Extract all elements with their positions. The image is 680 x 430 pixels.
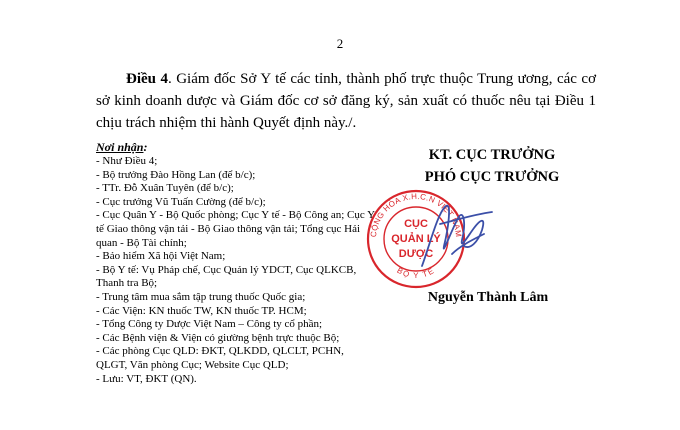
svg-text:BỘ Y TẾ xyxy=(395,265,436,280)
recipient-item: - Bộ Y tế: Vụ Pháp chế, Cục Quản lý YDCT, Cục QLKCB, Thanh tra Bộ; xyxy=(96,263,357,290)
recipient-item: - Cục Quân Y - Bộ Quốc phòng; Cục Y tế - Bộ Công an; Cục Y tế Giao thông vận tải - Bộ Giao thông vận tải; Tổng cục Hải quan - Bộ Tài chính; xyxy=(96,209,375,249)
recipient-item: - Bộ trưởng Đào Hồng Lan (để b/c); xyxy=(96,168,256,181)
recipient-item: - Các Bệnh viện & Viện có giường bệnh trực thuộc Bộ; xyxy=(96,331,340,344)
stamp-center-line1: CỤC xyxy=(404,218,428,230)
recipient-item: - Bảo hiểm Xã hội Việt Nam; xyxy=(96,250,226,263)
stamp-center-line2: QUẢN LÝ xyxy=(391,233,441,245)
recipients-heading xyxy=(96,140,376,155)
recipient-item: - Tổng Công ty Dược Việt Nam – Công ty cổ phần; xyxy=(96,318,323,331)
stamp-ring-bottom: BỘ Y TẾ xyxy=(395,265,437,281)
recipient-item: - Cục trưởng Vũ Tuấn Cường (để b/c); xyxy=(96,195,266,208)
stamp-icon xyxy=(360,184,536,294)
page-number: 2 xyxy=(336,36,344,51)
recipient-item: - Trung tâm mua sắm tập trung thuốc Quốc gia; xyxy=(96,290,306,303)
article-label: Điều 4 xyxy=(126,71,168,87)
recipient-item: - Lưu: VT, ĐKT (QN). xyxy=(96,372,197,385)
recipient-item: - Như Điều 4; xyxy=(96,155,158,167)
signature-title-line2: PHÓ CỤC TRƯỞNG xyxy=(424,169,560,185)
official-stamp xyxy=(360,184,536,294)
recipient-item: - Các phòng Cục QLD: ĐKT, QLKDD, QLCLT, PCHN, QLGT, Văn phòng Cục; Website Cục QLD; xyxy=(96,345,344,371)
recipients-heading-label: Nơi nhận xyxy=(96,140,144,154)
signer-name: Nguyễn Thành Lâm xyxy=(427,290,549,305)
recipient-item: - Các Viện: KN thuốc TW, KN thuốc TP. HCM; xyxy=(96,304,307,317)
article-4 xyxy=(96,68,596,134)
stamp-center-line3: DƯỢC xyxy=(398,248,434,260)
recipient-item: - TTr. Đỗ Xuân Tuyên (để b/c); xyxy=(96,182,234,195)
article-text: . Giám đốc Sở Y tế các tỉnh, thành phố trực thuộc Trung ương, các cơ sở kinh doanh dược và Giám đốc cơ sở đăng ký, sản xuất có thuốc nêu tại Điều 1 chịu trách nhiệm thi hành Quyết định này./. xyxy=(96,71,597,131)
recipients-list xyxy=(96,140,376,386)
signature-title-line1: KT. CỤC TRƯỞNG xyxy=(428,147,556,163)
recipients-heading-colon: : xyxy=(143,140,148,154)
stamp-ring-top: CỘNG HÒA X.H.C.N VIỆT NAM xyxy=(368,191,464,238)
signature-block xyxy=(392,144,592,188)
